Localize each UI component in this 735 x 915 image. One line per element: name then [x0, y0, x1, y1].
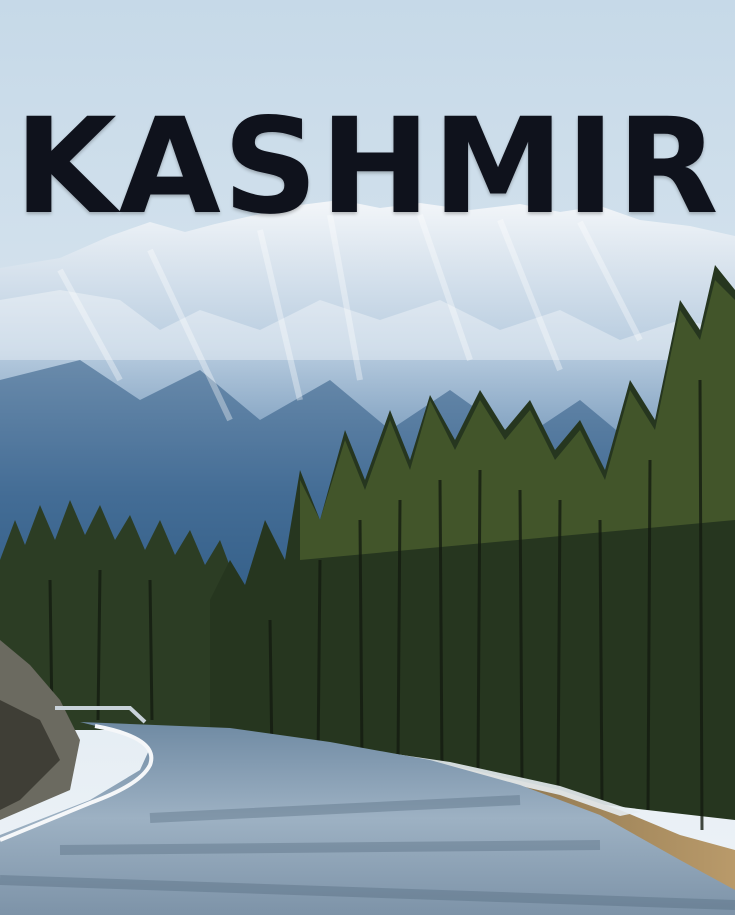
poster-title: KASHMIR	[14, 90, 721, 244]
